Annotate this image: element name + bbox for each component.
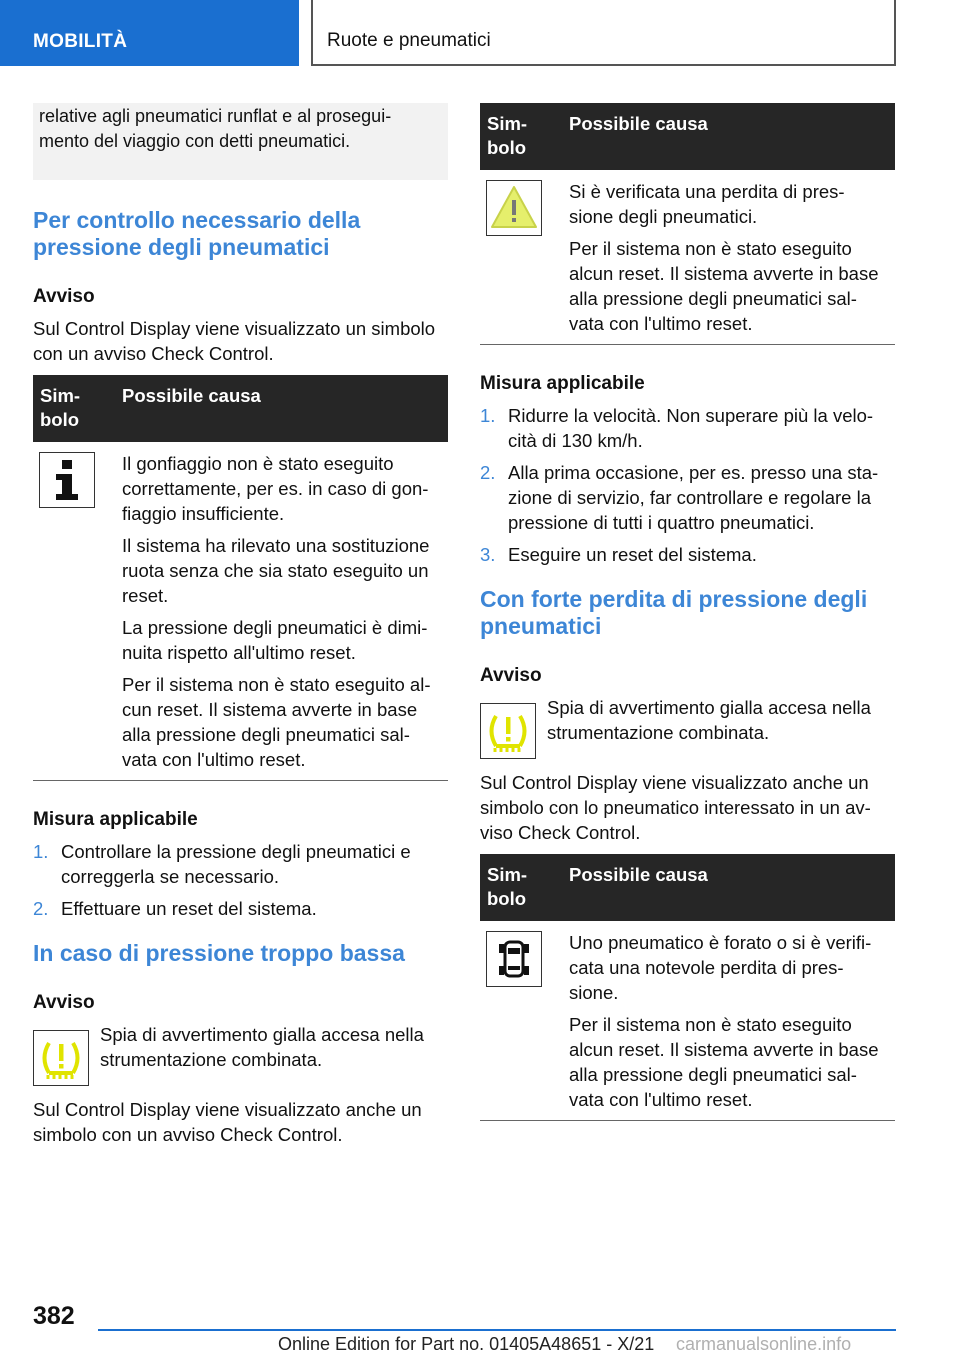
warning-triangle-icon (486, 180, 542, 236)
warning-notice (480, 697, 895, 759)
car-tire-icon (486, 931, 542, 987)
tire-pressure-warning-icon (480, 703, 536, 759)
symbol-table-warning (480, 103, 895, 345)
notice-label: Avviso (33, 992, 95, 1013)
chapter-title: Ruote e pneumatici (311, 0, 896, 66)
list-item: 1. Ridurre la velocità. Non superare più la velo- cità di 130 km/h. (480, 405, 874, 451)
notice-label: Avviso (33, 286, 95, 307)
list-item: 1. Controllare la pressione degli pneumatici e correggerla se necessario. (33, 841, 411, 887)
notice-text: Sul Control Display viene visualizzato un simbolo con un avviso Check Control. (33, 318, 436, 364)
body-text: Sul Control Display viene visualizzato anche un simbolo con lo pneumatico interessato in un av- viso Check Control. (480, 772, 871, 843)
intro-box: relative agli pneumatici runflat e al prosegui- mento del viaggio con detti pneumatici. (33, 103, 448, 180)
info-icon (39, 452, 95, 508)
list-item: 2. Effettuare un reset del sistema. (33, 898, 317, 919)
measure-label: Misura applicabile (33, 809, 198, 830)
table-header: Sim- bolo Possibile causa (33, 375, 448, 442)
tire-pressure-warning-icon (33, 1030, 89, 1086)
warning-notice (33, 1024, 448, 1086)
warning-text: Spia di avvertimento gialla accesa nella strumentazione combinata. (100, 1024, 424, 1070)
footer-divider (98, 1329, 896, 1331)
symbol-table-info (33, 375, 448, 781)
right-column (480, 103, 895, 1121)
table-header: Sim- bolo Possibile causa (480, 854, 895, 921)
page-number: 382 (33, 1302, 75, 1330)
measure-steps (33, 839, 448, 921)
table-row: Il gonfiaggio non è stato eseguito correttamente, per es. in caso di gon- fiaggio insufficiente. Il sistema ha rilevato una sostituzione ruota senza che sia stato eseguito un reset. La pressione degli pneumatici è dimi- nuita rispetto all'ultimo reset. Per il sistema non è stato eseguito al- cun reset. Il sistema avverte in base alla pressione degli pneumatici sal- vata con l'ultimo reset. (33, 442, 448, 781)
list-item: 3. Eseguire un reset del sistema. (480, 544, 757, 565)
table-header: Sim- bolo Possibile causa (480, 103, 895, 170)
left-column (33, 103, 448, 1147)
section-heading-check-pressure: Per controllo necessario della pressione degli pneumatici (33, 207, 361, 260)
edition-text: Online Edition for Part no. 01405A48651 - X/21 (278, 1334, 655, 1354)
symbol-table-tire (480, 854, 895, 1121)
measure-steps (480, 403, 895, 567)
section-heading-low-pressure: In caso di pressione troppo bassa (33, 940, 405, 966)
notice-label: Avviso (480, 665, 542, 686)
table-row: Uno pneumatico è forato o si è verifi- cata una notevole perdita di pres- sione. Per il sistema non è stato eseguito alcun reset. Il sistema avverte in base alla pressione degli pneumatici sal- vata con l'ultimo reset. (480, 921, 895, 1121)
watermark: carmanualsonline.info (676, 1334, 852, 1354)
measure-label: Misura applicabile (480, 373, 645, 394)
table-row: Si è verificata una perdita di pres- sione degli pneumatici. Per il sistema non è stato eseguito alcun reset. Il sistema avverte in base alla pressione degli pneumatici sal- vata con l'ultimo reset. (480, 170, 895, 345)
section-tab: MOBILITÀ (0, 0, 299, 66)
body-text: Sul Control Display viene visualizzato anche un simbolo con un avviso Check Control. (33, 1099, 422, 1145)
list-item: 2. Alla prima occasione, per es. presso una sta- zione di servizio, far controllare e regolare la pressione di tutti i quattro pneumatici. (480, 462, 879, 533)
section-heading-strong-loss: Con forte perdita di pressione degli pneumatici (480, 586, 868, 639)
warning-text: Spia di avvertimento gialla accesa nella strumentazione combinata. (547, 697, 871, 743)
